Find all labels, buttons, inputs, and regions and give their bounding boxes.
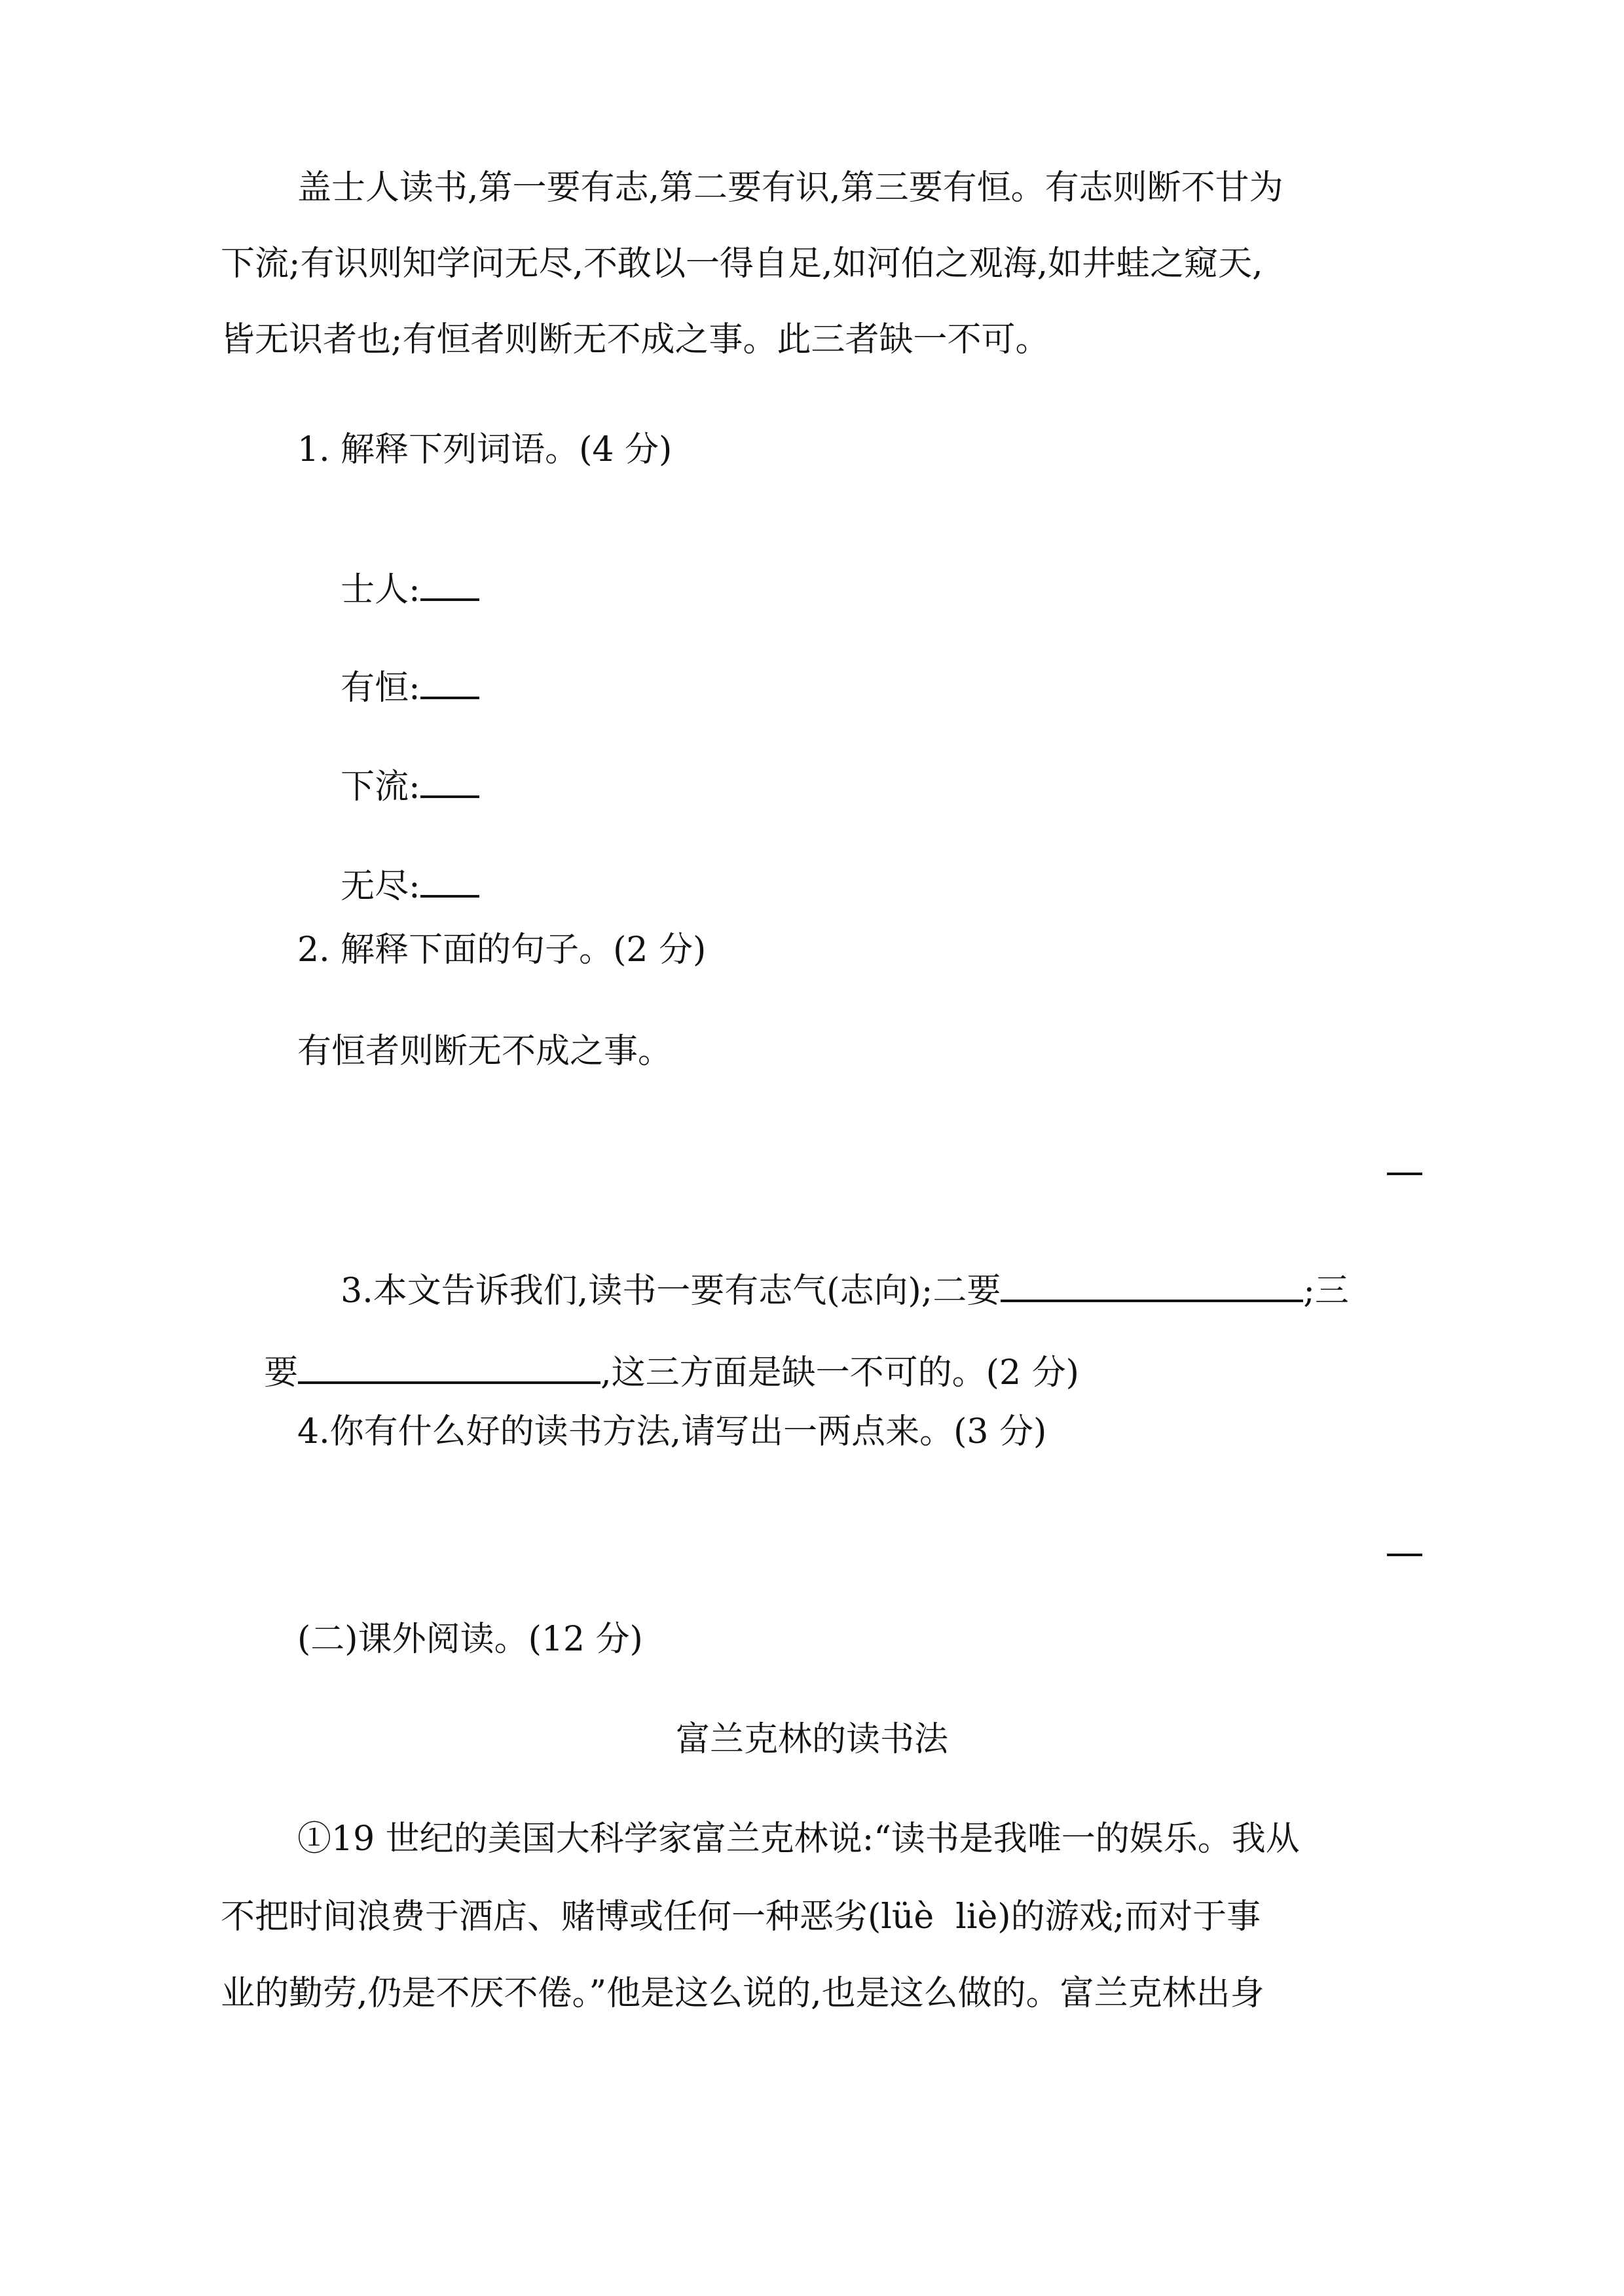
q1-term-row xyxy=(297,632,479,739)
question-2-sentence: 有恒者则断无不成之事。 xyxy=(297,1032,673,1071)
question-3-line-2 xyxy=(221,1317,1079,1424)
q1-term-label: 有恒: xyxy=(341,668,420,708)
q1-term-label: 无尽: xyxy=(341,867,420,906)
q1-term-label: 士人: xyxy=(341,570,420,610)
answer-line[interactable] xyxy=(1387,1554,1422,1556)
q3-text-d: ,这三方面是缺一不可的。(2 分) xyxy=(600,1353,1079,1393)
question-4-title: 4.你有什么好的读书方法,请写出一两点来。(3 分) xyxy=(297,1412,1047,1451)
passage-line-1: 盖士人读书,第一要有志,第二要有识,第三要有恒。有志则断不甘为 xyxy=(297,168,1283,208)
article-p1-line-3: 业的勤劳,仍是不厌不倦。”他是这么说的,也是这么做的。富兰克林出身 xyxy=(221,1974,1264,2013)
q1-term-row xyxy=(297,731,479,838)
article-p1-line-1: ①19 世纪的美国大科学家富兰克林说:“读书是我唯一的娱乐。我从 xyxy=(297,1819,1300,1859)
answer-blank[interactable] xyxy=(298,1351,600,1384)
answer-blank[interactable] xyxy=(420,765,479,798)
q1-term-label: 下流: xyxy=(341,767,420,807)
article-title: 富兰克林的读书法 xyxy=(675,1720,948,1759)
article-p1-line-2: 不把时间浪费于酒店、赌博或任何一种恶劣(lüè liè)的游戏;而对于事 xyxy=(221,1897,1261,1937)
q1-term-row xyxy=(297,534,479,641)
q1-term-row xyxy=(297,831,479,938)
section-2-heading: (二)课外阅读。(12 分) xyxy=(297,1620,643,1659)
q3-text-c: 要 xyxy=(264,1353,299,1393)
passage-line-3: 皆无识者也;有恒者则断无不成之事。此三者缺一不可。 xyxy=(221,320,1050,359)
answer-blank[interactable] xyxy=(420,666,479,699)
passage-line-2: 下流;有识则知学问无尽,不敢以一得自足,如河伯之观海,如井蛙之窥天, xyxy=(221,244,1263,283)
answer-blank[interactable] xyxy=(1001,1269,1303,1302)
answer-blank[interactable] xyxy=(420,568,479,601)
question-2-title: 2. 解释下面的句子。(2 分) xyxy=(297,930,707,970)
question-1-title: 1. 解释下列词语。(4 分) xyxy=(297,430,673,469)
q3-text-b: ;三 xyxy=(1303,1271,1349,1311)
answer-blank[interactable] xyxy=(420,865,479,898)
q3-text-a: 3.本文告诉我们,读书一要有志气(志向);二要 xyxy=(341,1271,1001,1311)
answer-line[interactable] xyxy=(1387,1173,1422,1175)
